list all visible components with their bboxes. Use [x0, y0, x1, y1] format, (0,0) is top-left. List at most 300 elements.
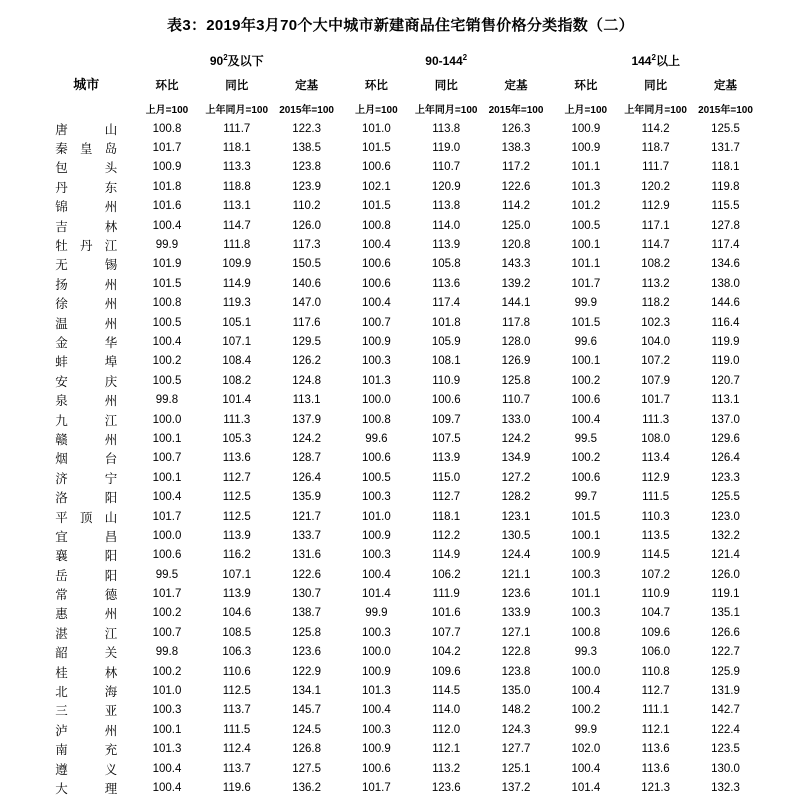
- city-name-cell: [41, 255, 133, 274]
- value-cell: 113.6: [222, 452, 251, 465]
- basis-2015-1: 2015年=100: [279, 104, 334, 116]
- group-label-90: 90: [209, 53, 224, 68]
- value-cell: 106.2: [431, 568, 461, 581]
- value-cell: 110.9: [641, 588, 670, 601]
- city-name-text: 吉林: [55, 219, 118, 234]
- city-name-text: 蚌埠: [55, 355, 118, 370]
- value-cell: 101.8: [152, 180, 182, 193]
- table-row: [41, 235, 761, 254]
- city-name-cell: [41, 429, 133, 448]
- table-body: [41, 119, 761, 798]
- value-cell: 126.4: [711, 452, 740, 465]
- value-cell: 122.3: [292, 122, 321, 135]
- city-name-text: 桂林: [55, 665, 118, 680]
- city-name-text: 遵义: [55, 762, 118, 777]
- value-cell: 126.3: [501, 122, 531, 135]
- table-row: [41, 313, 761, 332]
- value-cell: 112.4: [222, 743, 251, 756]
- value-cell: 101.1: [571, 161, 601, 174]
- value-cell: 130.0: [711, 762, 740, 775]
- city-name-cell: [41, 313, 133, 332]
- value-cell: 101.5: [571, 510, 601, 523]
- value-cell: 112.7: [432, 491, 461, 504]
- value-cell: 123.8: [292, 161, 321, 174]
- value-cell: 100.6: [431, 394, 461, 407]
- city-name-text: 无锡: [55, 258, 118, 273]
- city-name-text: 洛阳: [55, 491, 118, 506]
- subheader-base-3: 定基: [714, 80, 738, 92]
- city-name-text: 赣州: [55, 432, 118, 447]
- value-cell: 101.5: [571, 316, 601, 329]
- value-cell: 125.0: [501, 219, 531, 232]
- value-cell: 101.5: [152, 277, 182, 290]
- value-cell: 100.8: [571, 626, 601, 639]
- value-cell: 100.1: [571, 355, 601, 368]
- city-name-text: 襄阳: [55, 549, 118, 564]
- value-cell: 101.7: [152, 510, 182, 523]
- table-row: [41, 294, 761, 313]
- value-cell: 124.4: [501, 549, 531, 562]
- value-cell: 131.7: [711, 142, 740, 155]
- value-cell: 137.2: [501, 781, 531, 794]
- value-cell: 147.0: [292, 297, 321, 310]
- value-cell: 122.8: [501, 646, 531, 659]
- value-cell: 138.3: [501, 142, 531, 155]
- city-name-cell: [41, 546, 133, 565]
- city-name-cell: [41, 643, 133, 662]
- value-cell: 117.2: [502, 161, 530, 174]
- value-cell: 101.4: [571, 781, 601, 794]
- table-row: [41, 390, 761, 409]
- value-cell: 122.7: [711, 646, 740, 659]
- value-cell: 123.6: [431, 781, 461, 794]
- value-cell: 113.4: [641, 452, 670, 465]
- value-cell: 123.3: [711, 471, 740, 484]
- table-row: [41, 526, 761, 545]
- value-cell: 112.1: [432, 743, 461, 756]
- value-cell: 134.1: [292, 685, 321, 698]
- value-cell: 133.9: [501, 607, 531, 620]
- value-cell: 105.3: [222, 432, 252, 445]
- table-row: [41, 410, 761, 429]
- city-name-text: 包头: [55, 161, 118, 176]
- value-cell: 101.3: [571, 180, 601, 193]
- value-cell: 101.4: [362, 588, 391, 601]
- city-name-text: 三亚: [55, 704, 118, 719]
- value-cell: 100.1: [152, 432, 182, 445]
- table-row: [41, 255, 761, 274]
- value-cell: 100.0: [362, 646, 391, 659]
- value-cell: 100.4: [362, 568, 391, 581]
- value-cell: 111.3: [642, 413, 670, 426]
- value-cell: 120.2: [641, 180, 671, 193]
- value-cell: 108.2: [222, 374, 252, 387]
- table-row: [41, 371, 761, 390]
- city-name-cell: [41, 216, 133, 235]
- value-cell: 101.7: [641, 394, 671, 407]
- value-cell: 119.8: [711, 180, 740, 193]
- value-cell: 100.4: [152, 762, 182, 775]
- value-cell: 123.1: [501, 510, 531, 523]
- value-cell: 101.9: [152, 258, 182, 271]
- value-cell: 118.2: [641, 297, 670, 310]
- value-cell: 99.6: [365, 432, 388, 445]
- value-cell: 108.0: [641, 432, 671, 445]
- value-cell: 100.9: [571, 122, 601, 135]
- value-cell: 128.0: [501, 335, 531, 348]
- city-name-text: 扬州: [55, 277, 118, 292]
- group-sup-3: 2: [651, 52, 656, 62]
- subheader-yoy-2: 同比: [434, 80, 458, 92]
- value-cell: 109.9: [222, 258, 252, 271]
- city-name-cell: [41, 468, 133, 487]
- value-cell: 113.1: [222, 200, 251, 213]
- city-name-cell: [41, 197, 133, 216]
- basis-last-month-3: 上月=100: [564, 104, 608, 116]
- value-cell: 117.1: [641, 219, 670, 232]
- city-name-cell: [41, 701, 133, 720]
- value-cell: 125.9: [711, 665, 740, 678]
- table-header: [41, 47, 761, 119]
- value-cell: 114.7: [222, 219, 251, 232]
- city-name-text: 宜昌: [55, 529, 118, 544]
- value-cell: 113.6: [432, 277, 461, 290]
- city-name-cell: [41, 584, 133, 603]
- value-cell: 110.2: [292, 200, 321, 213]
- value-cell: 101.2: [571, 200, 601, 213]
- value-cell: 100.9: [362, 743, 391, 756]
- city-name-text: 九江: [55, 413, 118, 428]
- value-cell: 138.0: [711, 277, 740, 290]
- value-cell: 124.3: [501, 723, 531, 736]
- city-name-cell: [41, 352, 133, 371]
- value-cell: 114.2: [502, 200, 530, 213]
- subheader-mom-1: 环比: [155, 80, 179, 92]
- value-cell: 100.4: [152, 491, 182, 504]
- city-name-text: 秦皇岛: [55, 142, 118, 157]
- value-cell: 112.5: [222, 510, 251, 523]
- value-cell: 114.7: [641, 239, 670, 252]
- value-cell: 110.3: [641, 510, 670, 523]
- value-cell: 107.9: [641, 374, 671, 387]
- value-cell: 132.3: [711, 781, 740, 794]
- value-cell: 133.0: [501, 413, 531, 426]
- city-name-cell: [41, 565, 133, 584]
- value-cell: 139.2: [501, 277, 531, 290]
- value-cell: 113.2: [641, 277, 670, 290]
- value-cell: 104.0: [641, 335, 671, 348]
- value-cell: 112.2: [432, 529, 461, 542]
- value-cell: 105.1: [222, 316, 252, 329]
- value-cell: 100.9: [362, 529, 391, 542]
- table-row: [41, 604, 761, 623]
- value-cell: 101.7: [571, 277, 601, 290]
- value-cell: 112.7: [222, 471, 251, 484]
- value-cell: 115.0: [432, 471, 461, 484]
- value-cell: 119.9: [711, 335, 740, 348]
- value-cell: 111.8: [223, 239, 251, 252]
- value-cell: 122.6: [292, 568, 321, 581]
- value-cell: 100.8: [362, 219, 391, 232]
- table-row: [41, 352, 761, 371]
- city-name-cell: [41, 778, 133, 797]
- value-cell: 114.0: [432, 704, 461, 717]
- value-cell: 133.7: [292, 529, 321, 542]
- value-cell: 99.9: [574, 297, 598, 310]
- value-cell: 111.9: [432, 588, 460, 601]
- value-cell: 113.8: [432, 200, 461, 213]
- value-cell: 100.0: [362, 394, 391, 407]
- value-cell: 130.7: [292, 588, 321, 601]
- city-name-cell: [41, 294, 133, 313]
- city-name-text: 唐山: [55, 122, 118, 137]
- value-cell: 111.5: [642, 491, 670, 504]
- value-cell: 113.1: [292, 394, 321, 407]
- value-cell: 113.9: [432, 239, 461, 252]
- value-cell: 127.1: [501, 626, 531, 639]
- value-cell: 121.1: [501, 568, 531, 581]
- table-row: [41, 274, 761, 293]
- value-cell: 100.3: [152, 704, 182, 717]
- value-cell: 138.7: [292, 607, 321, 620]
- value-cell: 100.3: [362, 491, 391, 504]
- value-cell: 131.9: [711, 685, 740, 698]
- value-cell: 123.5: [711, 743, 740, 756]
- subheader-yoy-1: 同比: [225, 80, 249, 92]
- table-row: [41, 546, 761, 565]
- value-cell: 129.5: [292, 335, 321, 348]
- value-cell: 111.1: [642, 704, 670, 717]
- table-row: [41, 449, 761, 468]
- city-name-cell: [41, 410, 133, 429]
- value-cell: 125.5: [711, 122, 740, 135]
- value-cell: 117.3: [292, 239, 321, 252]
- value-cell: 143.3: [501, 258, 531, 271]
- value-cell: 100.6: [362, 452, 391, 465]
- value-cell: 113.7: [222, 704, 251, 717]
- value-cell: 101.3: [362, 685, 391, 698]
- city-name-cell: [41, 177, 133, 196]
- value-cell: 106.0: [641, 646, 671, 659]
- table-row: [41, 720, 761, 739]
- value-cell: 100.6: [571, 394, 601, 407]
- value-cell: 100.9: [571, 549, 601, 562]
- value-cell: 126.0: [292, 219, 321, 232]
- value-cell: 114.2: [641, 122, 670, 135]
- value-cell: 110.7: [432, 161, 461, 174]
- city-name-cell: [41, 604, 133, 623]
- city-name-text: 安庆: [55, 374, 118, 389]
- value-cell: 109.6: [641, 626, 671, 639]
- value-cell: 136.2: [292, 781, 321, 794]
- value-cell: 105.8: [431, 258, 461, 271]
- city-name-text: 大理: [55, 781, 118, 796]
- city-name-cell: [41, 449, 133, 468]
- value-cell: 112.0: [432, 723, 461, 736]
- city-name-text: 金华: [55, 335, 118, 350]
- value-cell: 144.6: [711, 297, 740, 310]
- table-row: [41, 681, 761, 700]
- value-cell: 100.4: [571, 685, 601, 698]
- value-cell: 118.1: [222, 142, 251, 155]
- value-cell: 108.1: [431, 355, 461, 368]
- value-cell: 130.5: [501, 529, 531, 542]
- value-cell: 100.6: [362, 277, 391, 290]
- value-cell: 108.4: [222, 355, 252, 368]
- column-group-90-144: [341, 47, 550, 73]
- city-name-text: 北海: [55, 685, 118, 700]
- value-cell: 117.8: [502, 316, 530, 329]
- city-name-text: 温州: [55, 316, 118, 331]
- value-cell: 118.1: [711, 161, 740, 174]
- table-row: [41, 507, 761, 526]
- value-cell: 100.4: [152, 335, 182, 348]
- value-cell: 100.3: [571, 568, 601, 581]
- table-row: [41, 759, 761, 778]
- value-cell: 100.2: [571, 452, 601, 465]
- value-cell: 114.5: [641, 549, 670, 562]
- value-cell: 99.9: [155, 239, 179, 252]
- value-cell: 111.7: [223, 122, 251, 135]
- table-row: [41, 565, 761, 584]
- table-row: [41, 119, 761, 138]
- header-row-sub: [41, 73, 761, 97]
- value-cell: 111.3: [223, 413, 251, 426]
- value-cell: 99.5: [574, 432, 598, 445]
- city-name-cell: [41, 158, 133, 177]
- value-cell: 101.0: [152, 685, 182, 698]
- city-name-text: 常德: [55, 588, 118, 603]
- value-cell: 101.4: [222, 394, 252, 407]
- table-row: [41, 468, 761, 487]
- header-row-basis: [41, 97, 761, 119]
- city-name-cell: [41, 623, 133, 642]
- column-group-90-or-less: [132, 47, 341, 73]
- group-sup-2: 2: [462, 52, 468, 62]
- value-cell: 100.3: [362, 355, 391, 368]
- table-row: [41, 584, 761, 603]
- value-cell: 142.7: [711, 704, 740, 717]
- value-cell: 100.1: [152, 471, 182, 484]
- value-cell: 99.8: [155, 646, 179, 659]
- group-label-90-144: 90-144: [425, 53, 463, 68]
- value-cell: 124.5: [292, 723, 321, 736]
- value-cell: 114.5: [432, 685, 461, 698]
- value-cell: 145.7: [292, 704, 321, 717]
- value-cell: 100.6: [152, 549, 182, 562]
- table-row: [41, 487, 761, 506]
- table-row: [41, 197, 761, 216]
- value-cell: 112.7: [641, 685, 670, 698]
- group-tail-1: 及以下: [227, 53, 264, 68]
- value-cell: 101.7: [152, 142, 182, 155]
- value-cell: 113.6: [641, 762, 670, 775]
- column-header-city: 城市: [73, 76, 100, 92]
- value-cell: 107.1: [222, 568, 252, 581]
- value-cell: 100.2: [152, 665, 182, 678]
- value-cell: 100.5: [152, 374, 182, 387]
- table-row: [41, 701, 761, 720]
- value-cell: 135.0: [501, 685, 531, 698]
- value-cell: 125.1: [501, 762, 531, 775]
- value-cell: 134.9: [501, 452, 531, 465]
- value-cell: 110.8: [641, 665, 670, 678]
- value-cell: 100.4: [152, 781, 182, 794]
- value-cell: 129.6: [711, 432, 740, 445]
- value-cell: 101.0: [362, 122, 391, 135]
- value-cell: 99.6: [574, 335, 598, 348]
- value-cell: 119.3: [222, 297, 251, 310]
- value-cell: 100.3: [571, 607, 601, 620]
- value-cell: 150.5: [292, 258, 321, 271]
- value-cell: 99.9: [574, 723, 598, 736]
- value-cell: 100.0: [152, 413, 182, 426]
- value-cell: 118.7: [641, 142, 670, 155]
- value-cell: 100.6: [362, 161, 391, 174]
- value-cell: 101.6: [431, 607, 461, 620]
- value-cell: 122.9: [292, 665, 321, 678]
- value-cell: 116.2: [222, 549, 251, 562]
- value-cell: 123.6: [292, 646, 321, 659]
- value-cell: 111.7: [642, 161, 670, 174]
- value-cell: 119.6: [222, 781, 251, 794]
- value-cell: 100.4: [362, 297, 391, 310]
- value-cell: 105.9: [431, 335, 461, 348]
- city-name-text: 锦州: [55, 200, 118, 215]
- table-row: [41, 216, 761, 235]
- value-cell: 113.1: [711, 394, 740, 407]
- value-cell: 100.9: [152, 161, 182, 174]
- value-cell: 112.9: [641, 471, 670, 484]
- value-cell: 111.5: [223, 723, 251, 736]
- value-cell: 101.1: [571, 258, 601, 271]
- value-cell: 99.9: [365, 607, 388, 620]
- value-cell: 99.8: [155, 394, 179, 407]
- value-cell: 117.4: [711, 239, 740, 252]
- value-cell: 148.2: [501, 704, 531, 717]
- city-name-text: 泸州: [55, 723, 118, 738]
- value-cell: 126.4: [292, 471, 321, 484]
- city-name-cell: [41, 390, 133, 409]
- value-cell: 110.6: [222, 665, 251, 678]
- value-cell: 126.2: [292, 355, 321, 368]
- value-cell: 100.6: [571, 471, 601, 484]
- value-cell: 112.5: [222, 491, 251, 504]
- value-cell: 119.0: [711, 355, 740, 368]
- value-cell: 113.9: [222, 529, 251, 542]
- value-cell: 117.4: [432, 297, 461, 310]
- city-name-cell: [41, 507, 133, 526]
- value-cell: 112.9: [641, 200, 670, 213]
- value-cell: 126.0: [711, 568, 740, 581]
- subheader-mom-2: 环比: [364, 80, 388, 92]
- subheader-yoy-3: 同比: [644, 80, 668, 92]
- value-cell: 100.5: [571, 219, 601, 232]
- value-cell: 100.1: [571, 239, 601, 252]
- city-name-text: 南充: [55, 743, 118, 758]
- value-cell: 126.8: [292, 743, 321, 756]
- value-cell: 101.3: [152, 743, 182, 756]
- value-cell: 119.0: [432, 142, 461, 155]
- value-cell: 100.4: [571, 762, 601, 775]
- value-cell: 110.9: [432, 374, 461, 387]
- value-cell: 120.9: [431, 180, 461, 193]
- group-sup-1: 2: [223, 52, 228, 62]
- value-cell: 100.1: [152, 723, 182, 736]
- value-cell: 119.1: [711, 588, 740, 601]
- value-cell: 100.4: [152, 219, 182, 232]
- value-cell: 101.7: [152, 588, 182, 601]
